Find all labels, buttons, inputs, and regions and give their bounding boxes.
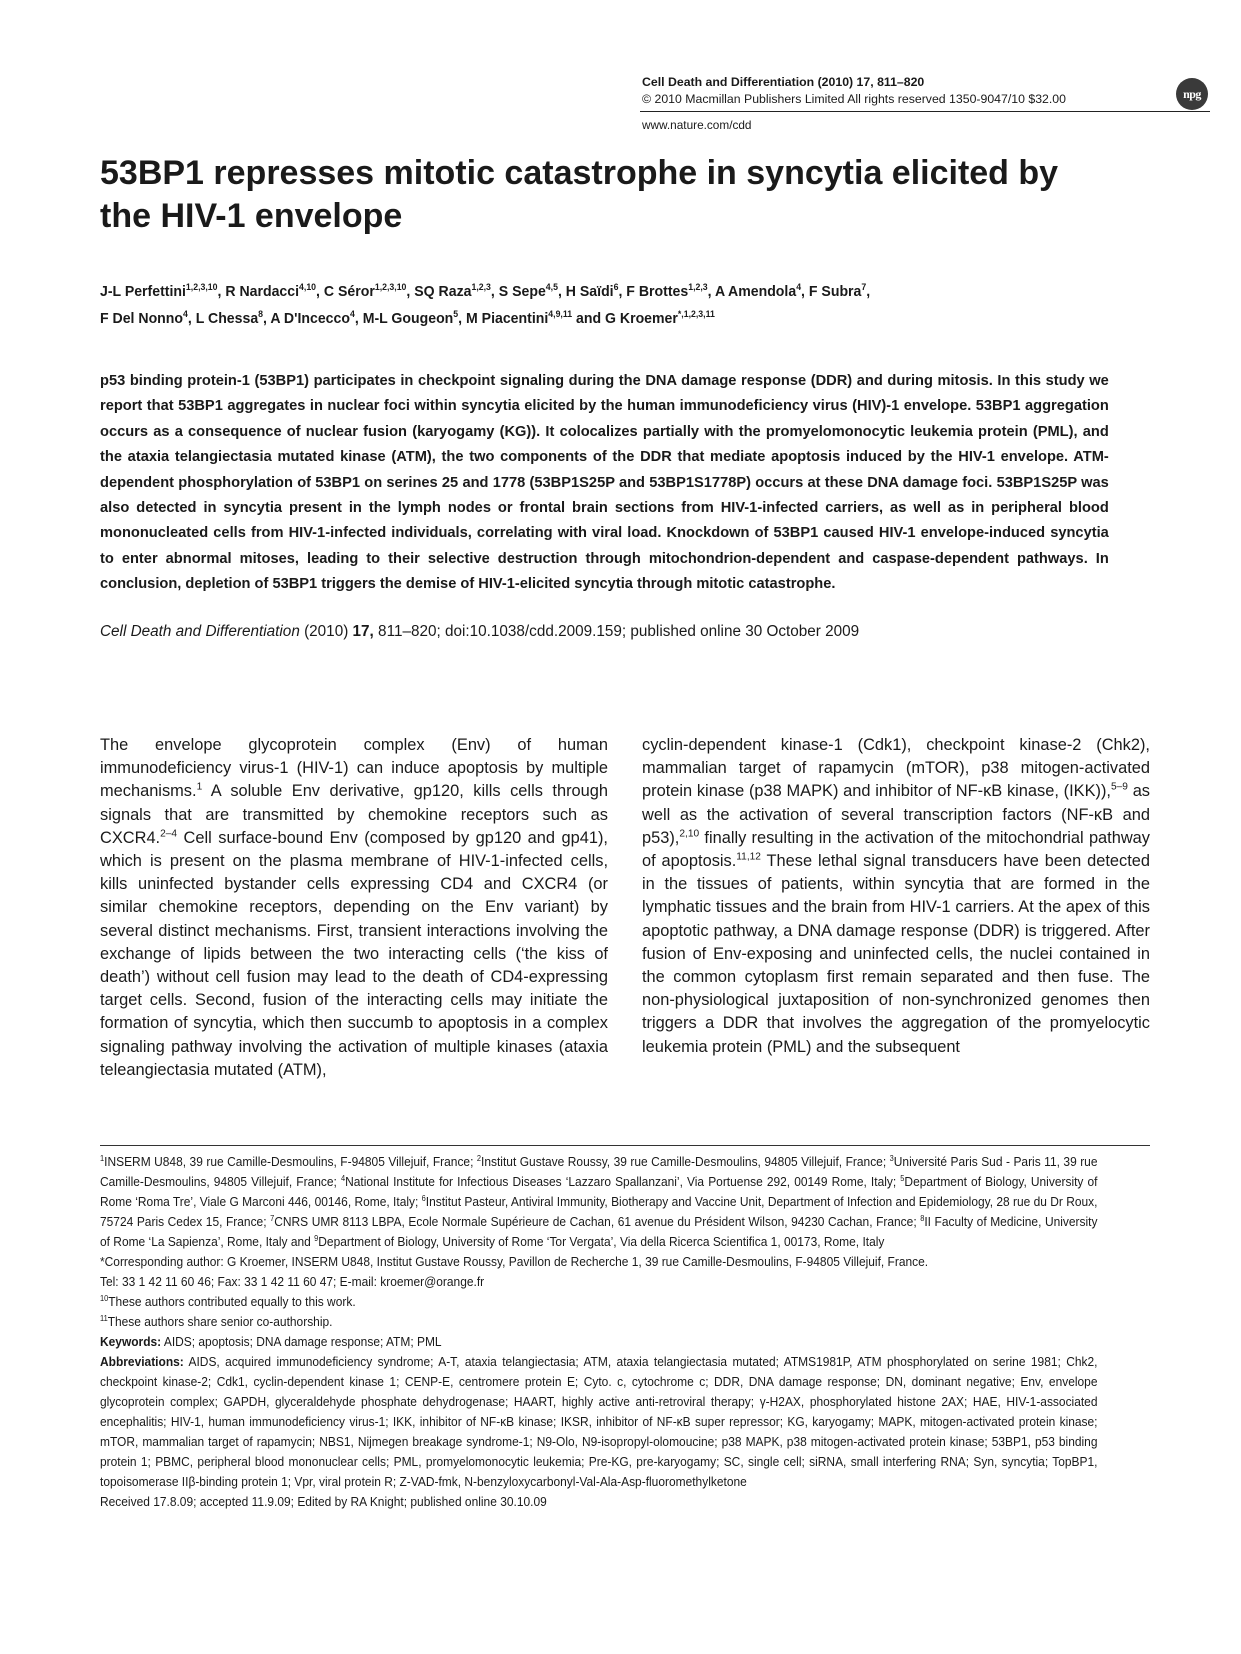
footnote-divider bbox=[100, 1145, 1150, 1146]
copyright-line: © 2010 Macmillan Publishers Limited All rights reserved 1350-9047/10 $32.00 bbox=[642, 92, 1066, 106]
author-affiliation-marker: 4 bbox=[796, 282, 802, 292]
body-column-right bbox=[642, 734, 1150, 1059]
affiliation-number: 5 bbox=[900, 1173, 905, 1183]
reference-marker[interactable]: 11,12 bbox=[736, 851, 761, 863]
affiliation-number: 8 bbox=[920, 1213, 925, 1223]
author-name: S Sepe bbox=[498, 283, 546, 300]
author-name: A Amendola bbox=[714, 283, 797, 300]
body-text: The envelope glycoprotein complex (Env) of human immunodeficiency virus-1 (HIV-1) can induce apoptosis by multiple mechanisms. bbox=[100, 736, 608, 801]
citation-volume: 17, bbox=[352, 623, 374, 640]
body-column-left bbox=[100, 734, 608, 1082]
author-name: A D'Incecco bbox=[270, 310, 350, 327]
abbreviations-text: AIDS, acquired immunodeficiency syndrome; A-T, ataxia telangiectasia; ATM, ataxia telangiectasia mutated; ATMS1981P, ATM phosphorylated on serine 1981; Chk2, checkpoint kinase-2; Cdk1, cyclin-dependent kinase 1; CENP-E, centromere protein E; Cyto. c, cytochrome c; DDR, DNA damage response; DN, dominant negative; Env, envelope glycoprotein complex; GAPDH, glyceraldehyde phosphate dehydrogenase; HAART, highly active anti-retroviral therapy; γ-H2AX, phosphorylated histone 2AX; HAE, HIV-1-associated encephalitis; HIV-1, human immunodeficiency virus-1; IKK, inhibitor of NF-κB kinase; IKSR, inhibitor of NF-κB super repressor; KG, karyogamy; MAPK, mitogen-activated protein kinase; mTOR, mammalian target of rapamycin; NBS1, Nijmegen breakage syndrome-1; N9-Olo, N9-isopropyl-olomoucine; p38 MAPK, p38 mitogen-activated protein kinase; 53BP1, p53 binding protein 1; PBMC, peripheral blood mononuclear cells; PML, promyelomonocytic leukemia; Pre-KG, pre-karyogamy; SC, single cell; siRNA, small interfering RNA; Syn, syncytia; TopBP1, topoisomerase IIβ-binding protein 1; Vpr, viral protein R; Z-VAD-fmk, N-benzyloxycarbonyl-Val-Ala-Asp-fluoromethylketone bbox=[100, 1355, 1098, 1489]
citation-line bbox=[100, 621, 1140, 643]
body-text: as well as the activation of several transcription factors (NF-κB and p53), bbox=[642, 782, 1151, 847]
affiliation-text: National Institute for Infectious Diseases ‘Lazzaro Spallanzani’, Via Portuense 292, 00149 Rome, Italy; bbox=[345, 1175, 901, 1189]
author-affiliation-marker: 4 bbox=[349, 309, 355, 319]
author-affiliation-marker: 5 bbox=[453, 309, 459, 319]
author-name: F Brottes bbox=[626, 283, 689, 300]
reference-marker[interactable]: 5–9 bbox=[1111, 781, 1128, 793]
reference-marker[interactable]: 1 bbox=[196, 781, 203, 793]
reference-marker[interactable]: 2–4 bbox=[160, 828, 178, 840]
keywords-label: Keywords: bbox=[100, 1335, 162, 1349]
affiliation-text: CNRS UMR 8113 LBPA, Ecole Normale Supérieure de Cachan, 61 avenue du Président Wilson, 94230 Cachan, France; bbox=[274, 1215, 921, 1229]
body-text: Cell surface-bound Env (composed by gp120 and gp41), which is present on the plasma membrane of HIV-1-infected cells, kills uninfected bystander cells expressing CD4 and CXCR4 (or similar chemokine receptors, depending on the Env variant) by several distinct mechanisms. First, transient interactions involving the exchange of lipids between the two interacting cells (‘the kiss of death’) without cell fusion may lead to the death of CD4-expressing target cells. Second, fusion of the interacting cells may initiate the formation of syncytia, which then succumb to apoptosis in a complex signaling pathway involving the activation of multiple kinases (ataxia teleangiectasia mutated (ATM), bbox=[100, 828, 608, 1079]
author-affiliation-marker: 1,2,3 bbox=[471, 282, 491, 292]
author-name: M-L Gougeon bbox=[362, 310, 454, 327]
contact-info: Tel: 33 1 42 11 60 46; Fax: 33 1 42 11 60 47; E-mail: kroemer@orange.fr bbox=[100, 1275, 485, 1289]
footnotes bbox=[100, 1152, 1098, 1512]
affiliation-number: 6 bbox=[421, 1193, 426, 1203]
abbreviations-label: Abbreviations: bbox=[100, 1355, 184, 1369]
author-name: R Nardacci bbox=[225, 283, 300, 300]
author-name: F Del Nonno bbox=[100, 310, 184, 327]
author-name: F Subra bbox=[808, 283, 862, 300]
affiliation-text: Department of Biology, University of Rome ‘Roma Tre’, Viale G Marconi 446, 00146, Rome, Italy; bbox=[100, 1175, 1098, 1209]
equal-contribution-note: $^{10}$These authors contributed equally to this work. bbox=[100, 1293, 356, 1309]
abstract: p53 binding protein-1 (53BP1) participates in checkpoint signaling during the DNA damage response (DDR) and during mitosis. In this study we report that 53BP1 aggregates in nuclear foci within syncytia elicited by the human immunodeficiency virus (HIV)-1 envelope. 53BP1 aggregation occurs as a consequence of nuclear fusion (karyogamy (KG)). It colocalizes partially with the promyelomonocytic leukemia protein (PML), and the ataxia telangiectasia mutated kinase (ATM), the two components of the DDR that mediate apoptosis induced by the HIV-1 envelope. ATM-dependent phosphorylation of 53BP1 on serines 25 and 1778 (53BP1S25P and 53BP1S1778P) occurs at these DNA damage foci. 53BP1S25P was also detected in syncytia present in the lymph nodes or frontal brain sections from HIV-1-infected carriers, as well as in peripheral blood mononucleated cells from HIV-1-infected individuals, correlating with viral load. Knockdown of 53BP1 caused HIV-1 envelope-induced syncytia to enter abnormal mitoses, leading to their selective destruction through mitochondrion-dependent and caspase-dependent pathways. In conclusion, depletion of 53BP1 triggers the demise of HIV-1-elicited syncytia through mitotic catastrophe. bbox=[100, 372, 1109, 593]
abbreviations bbox=[100, 1352, 1098, 1492]
author-name: L Chessa bbox=[195, 310, 259, 327]
affiliation-number: 9 bbox=[314, 1233, 319, 1243]
affiliation-text: Institut Gustave Roussy, 39 rue Camille-Desmoulins, 94805 Villejuif, France; bbox=[481, 1155, 890, 1169]
affiliations bbox=[100, 1152, 1098, 1252]
author-affiliation-marker: 4,10 bbox=[299, 282, 317, 292]
corresponding-author: *Corresponding author: G Kroemer, INSERM U848, Institut Gustave Roussy, Pavillon de Recherche 1, 39 rue Camille-Desmoulins, F-94805 Villejuif, France. bbox=[100, 1255, 929, 1269]
journal-citation-line: Cell Death and Differentiation (2010) 17, 811–820 bbox=[642, 75, 925, 89]
citation-year: (2010) bbox=[299, 623, 353, 640]
author-affiliation-marker: 4 bbox=[183, 309, 188, 319]
affiliation-number: 3 bbox=[889, 1153, 894, 1163]
senior-authorship-note: $^{11}$These authors share senior co-authorship. bbox=[100, 1313, 333, 1329]
author-affiliation-marker: 6 bbox=[613, 282, 619, 292]
author-name: SQ Raza bbox=[414, 283, 472, 300]
author-name: G Kroemer bbox=[605, 310, 678, 327]
author-list: J-L Perfettini$^{1,2,3,10}$, R Nardacci$^{4,10}$, C Séror$^{1,2,3,10}$, SQ Raza$^{1,2,3}$, S Sepe$^{4,5}$, H Saïdi$^6$, F Brottes$^{1,2,3}$, A Amendola$^4$, F Subra$^7$, F Del Nonno$^4$, L Chessa$^8$, A D'Incecco$^4$, M-L Gougeon$^5$, M Piacentini$^{4,9,11}$ and G Kroemer$^{*,1,2,3,11}$ bbox=[100, 282, 871, 327]
reference-marker[interactable]: 2,10 bbox=[679, 828, 700, 840]
keywords-text: AIDS; apoptosis; DNA damage response; ATM; PML bbox=[161, 1335, 442, 1349]
affiliation-number: 1 bbox=[100, 1153, 105, 1163]
citation-details: 811–820; doi:10.1038/cdd.2009.159; published online 30 October 2009 bbox=[373, 623, 860, 640]
body-text: cyclin-dependent kinase-1 (Cdk1), checkpoint kinase-2 (Chk2), mammalian target of rapamycin (mTOR), p38 mitogen-activated protein kinase (p38 MAPK) and inhibitor of NF-κB kinase, (IKK)), bbox=[642, 736, 1150, 801]
author-affiliation-marker: 8 bbox=[258, 309, 264, 319]
affiliation-text: II Faculty of Medicine, University of Rome ‘La Sapienza’, Rome, Italy and bbox=[100, 1215, 1098, 1249]
affiliation-text: Department of Biology, University of Rome ‘Tor Vergata’, Via della Ricerca Scientifica 1, 00173, Rome, Italy bbox=[318, 1235, 885, 1249]
author-affiliation-marker: 1,2,3,10 bbox=[185, 282, 218, 292]
author-name: C Séror bbox=[323, 283, 375, 300]
affiliation-number: 4 bbox=[340, 1173, 346, 1183]
keywords bbox=[100, 1332, 1098, 1352]
body-text: A soluble Env derivative, gp120, kills cells through signals that are transmitted by chemokine receptors such as CXCR4. bbox=[100, 782, 608, 847]
affiliation-text: INSERM U848, 39 rue Camille-Desmoulins, F-94805 Villejuif, France; bbox=[104, 1155, 477, 1169]
citation-journal: Cell Death and Differentiation bbox=[100, 623, 300, 640]
body-text: These lethal signal transducers have been detected in the tissues of patients, within syncytia that are formed in the lymphatic tissues and the brain from HIV-1 carriers. At the apex of this apoptotic pathway, a DNA damage response (DDR) is triggered. After fusion of Env-exposing and uninfected cells, the nuclei contained in the common cytoplasm first remain separated and then fuse. The non-physiological juxtaposition of non-synchronized genomes then triggers a DDR that involves the aggregation of the promyelocytic leukemia protein (PML) and the subsequent bbox=[642, 852, 1150, 1056]
article-title: 53BP1 represses mitotic catastrophe in syncytia elicited by the HIV-1 envelope bbox=[100, 154, 1059, 235]
author-affiliation-marker: 4,9,11 bbox=[548, 309, 573, 319]
header-divider bbox=[640, 111, 1210, 112]
affiliation-number: 2 bbox=[476, 1153, 482, 1163]
author-affiliation-marker: 4,5 bbox=[545, 282, 558, 292]
author-affiliation-marker: 1,2,3 bbox=[688, 282, 708, 292]
author-name: H Saïdi bbox=[565, 283, 614, 300]
author-name: M Piacentini bbox=[465, 310, 549, 327]
affiliation-text: Institut Pasteur, Antiviral Immunity, Biotherapy and Vaccine Unit, Department of Infection and Epidemiology, 28 rue du Dr Roux, 75724 Paris Cedex 15, France; bbox=[100, 1195, 1098, 1229]
affiliation-number: 7 bbox=[270, 1213, 275, 1223]
author-affiliation-marker: 1,2,3,10 bbox=[374, 282, 407, 292]
received-dates: Received 17.8.09; accepted 11.9.09; Edited by RA Knight; published online 30.10.09 bbox=[100, 1495, 547, 1509]
journal-info bbox=[642, 74, 1142, 108]
npg-logo: npg bbox=[1176, 78, 1208, 110]
author-affiliation-marker: 7 bbox=[861, 282, 867, 292]
journal-website-link[interactable]: www.nature.com/cdd bbox=[642, 118, 752, 132]
author-name: J-L Perfettini bbox=[100, 283, 186, 300]
affiliation-text: Université Paris Sud - Paris 11, 39 rue Camille-Desmoulins, 94805 Villejuif, France; bbox=[100, 1155, 1098, 1189]
body-text: finally resulting in the activation of the mitochondrial pathway of apoptosis. bbox=[642, 828, 1150, 871]
author-affiliation-marker: *,1,2,3,11 bbox=[677, 309, 715, 319]
